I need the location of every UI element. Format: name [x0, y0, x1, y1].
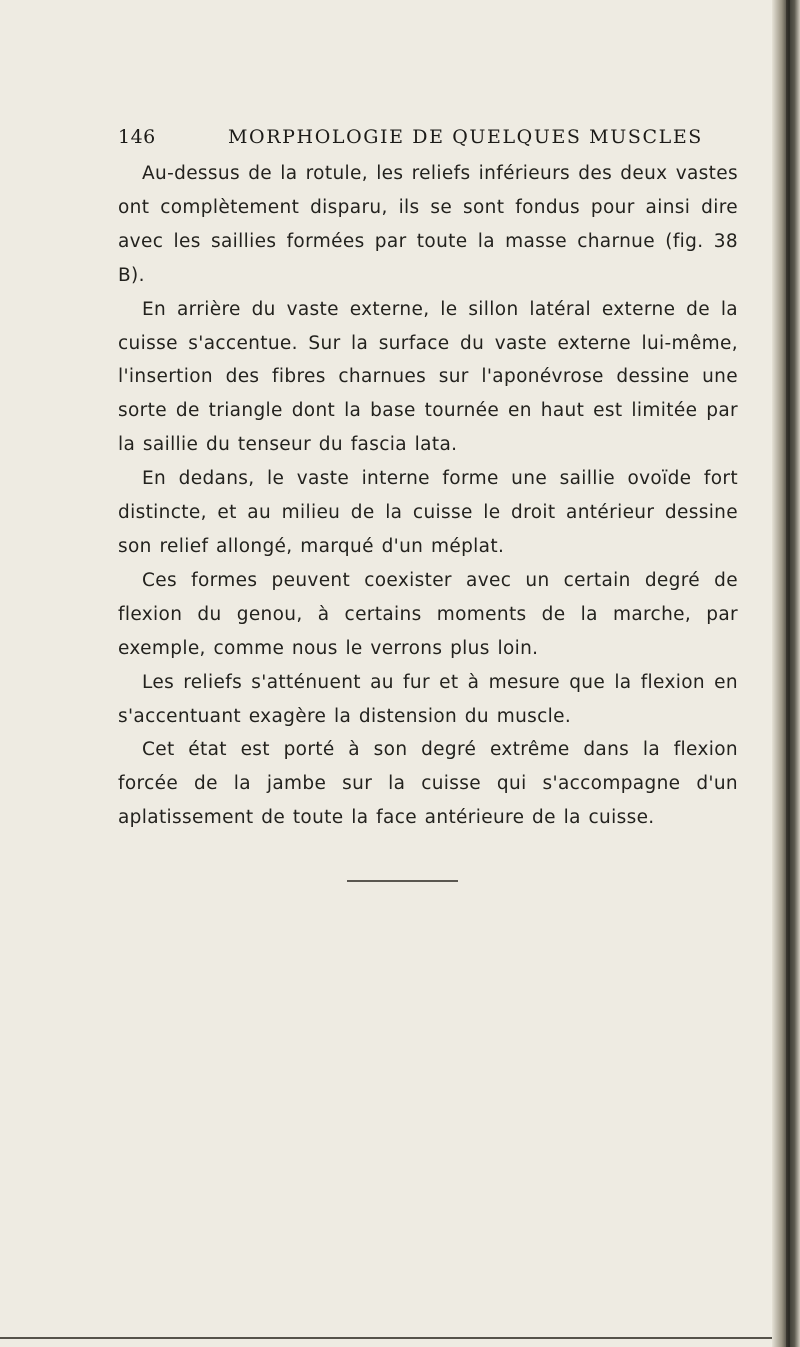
paragraph-3: En dedans, le vaste interne forme une saillie ovoïde fort distincte, et au milieu de la cuisse le droit antérieur dessine son relief allongé, marqué d'un méplat. [118, 468, 738, 557]
body-text [118, 157, 738, 835]
paragraph-6: Cet état est porté à son degré extrême dans la flexion forcée de la jambe sur la cuisse qui s'accompagne d'un aplatissement de toute la face antérieure de la cuisse. [118, 739, 738, 829]
paragraph-2: En arrière du vaste externe, le sillon latéral externe de la cuisse s'accentue. Sur la surface du vaste externe lui-même, l'insertion des fibres charnues sur l'aponévrose dessine une sorte de triangle dont la base tournée en haut est limitée par la saillie du tenseur du fascia lata. [118, 298, 738, 456]
page-header [118, 126, 728, 156]
running-title: MORPHOLOGIE DE QUELQUES MUSCLES [228, 126, 703, 148]
section-divider [347, 880, 458, 882]
paragraph-1: Au-dessus de la rotule, les reliefs inférieurs des deux vastes ont complètement disparu, ils se sont fondus pour ainsi dire avec les saillies formées par toute la masse charnue (fig. 38 B). [118, 163, 738, 286]
paragraph-5: Les reliefs s'atténuent au fur et à mesure que la flexion en s'accentuant exagère la distension du muscle. [118, 671, 738, 727]
page-number: 146 [118, 126, 156, 148]
page-edge-shadow [786, 0, 790, 1347]
paragraph-4: Ces formes peuvent coexister avec un certain degré de flexion du genou, à certains moments de la marche, par exemple, comme nous le verrons plus loin. [118, 569, 738, 659]
page-binding-edge [772, 0, 800, 1347]
page-bottom-edge [0, 1337, 780, 1339]
